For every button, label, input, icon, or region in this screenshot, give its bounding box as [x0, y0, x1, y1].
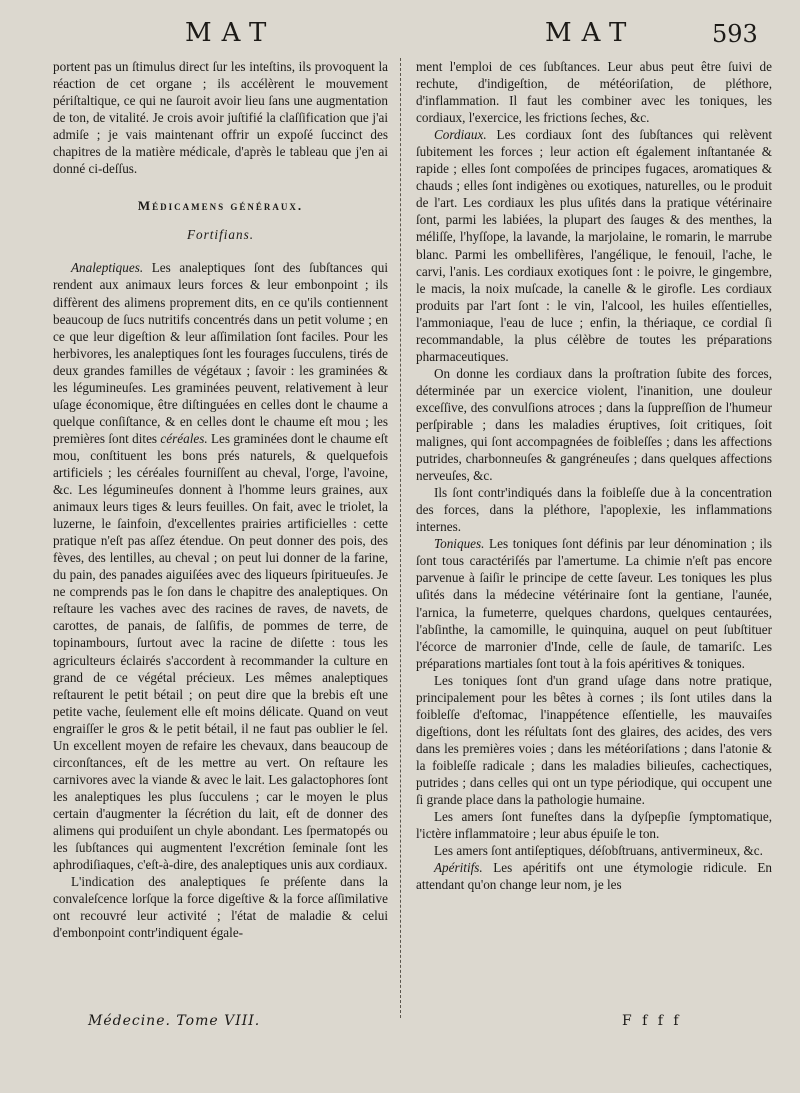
aperitifs-paragraph [416, 859, 772, 893]
cordiaux-paragraph [416, 126, 772, 365]
aperitifs-term: Apéritifs. [434, 860, 483, 876]
indication-paragraph: L'indication des analeptiques ſe préſente dans la convaleſcence lorſque la force digeſtive & la force aſſimilative ont recouvré leur activité ; l'état de maladie & celui d'embonpoint contr'indiquent égale- [53, 874, 388, 941]
contre-paragraph: Ils ſont contr'indiqués dans la foibleſſe due à la concentration des forces, dans la pléthore, l'apoplexie, les inflammations internes. [416, 485, 772, 535]
analeptiques-paragraph [53, 259, 388, 873]
footer-signature: F f f f [622, 1013, 682, 1029]
toniques-term: Toniques. [434, 536, 485, 552]
toniques-paragraph [416, 535, 772, 671]
usage-paragraph: Les toniques ſont d'un grand uſage dans notre pratique, principalement pour les bêtes à cornes ; ils ſont utiles dans la foibleſſe d'eſtomac, l'inappétence eſſentielle, les mauvaiſes digeſtions, dont les réſultats ſont des glaires, des acides, des vers dans les premières voies ; dans les météoriſations ; dans l'atonie & la foibleſſe radicale ; dans les maladies bilieuſes, cachectiques, putrides ; dans celles qui ont un type périodique, qui occupent une ſi grande place dans la pathologie humaine. [416, 672, 772, 808]
cereales-term: céréales. [160, 430, 208, 446]
page-footer [0, 1013, 800, 1043]
analeptiques-text-end: Les graminées dont le chaume eſt mou, conſtituent les bons prés naturels, & quelquefois artificiels ; les céréales fourniſſent au cheval, l'orge, l'avoine, &c. Les légumineuſes donnent à l'homme leurs graines, aux animaux leurs tiges & leurs feuilles. On fait, avec le triolet, la luzerne, le ſainfoin, d'excellentes prairies artificielles : cette pratique n'eſt pas aſſez étendue. On peut donner des pois, des fèves, des lentilles, au cheval ; on peut lui donner de la farine, du pain, des panades aiguiſées avec des liqueurs ſpiritueuſes. Je ne comprends pas le ſon dans le chapitre des analeptiques. On reſtaure les vaches avec des racines de raves, de navets, de carottes, de panais, de ſalſifis, de pommes de terre, de topinambours, ſurtout avec la racine de diſette : tous les agriculteurs éclairés s'accordent à recommander la culture en grand de ce végétal précieux. Les mêmes analeptiques reſtaurent le petit bétail ; on peut dire que la brebis eſt une petite vache, ſeulement elle eſt moins délicate. Quand on veut engraiſſer le gros & le petit bétail, il ne faut pas oublier le ſel. Un excellent moyen de refaire les chevaux, dans beaucoup de circonſtances, eſt de les mettre au vert. On reſtaure les carnivores avec la viande & avec le lait. Les galactophores ſont les analeptiques les plus ſucculens ; car le moyen le plus certain d'augmenter la ſécrétion du lait, eſt de donner des alimens qui produiſent un chyle abondant. Les ſpermatopés ou les ſubſtances qui augmentent l'excrétion ſeminale ſont les aphrodiſiaques, c'eſt-à-dire, des analeptiques unis aux cordiaux. [53, 430, 388, 873]
analeptiques-term: Analeptiques. [71, 260, 144, 276]
right-column [416, 58, 772, 893]
page-number: 593 [712, 20, 758, 48]
amers-paragraph-2: Les amers ſont antiſeptiques, déſobſtruans, antivermineux, &c. [434, 843, 763, 859]
aperitifs-text: Les apéritifs ont une étymologie ridicule. En attendant qu'on change leur nom, je les [416, 860, 772, 893]
left-column [53, 58, 388, 941]
donne-paragraph: On donne les cordiaux dans la proſtration ſubite des forces, déterminée par un exercice violent, l'inanition, une douleur exceſſive, des convulſions atroces ; dans la ſuppreſſion de l'humeur perſpirable ; dans les maladies éruptives, ſoit critiques, ſoit malignes, qui ſont accompagnées de foibleſſes ; dans les affections putrides, charbonneuſes & gangréneuſes ; dans quelques affections nerveuſes, &c. [416, 365, 772, 484]
section-title: Médicamens généraux. [137, 198, 304, 214]
column-divider [400, 58, 401, 1018]
footer-volume: Médecine. Tome VIII. [88, 1013, 261, 1029]
header-right-title: MAT [545, 18, 637, 48]
section-subtitle: Fortifians. [186, 227, 255, 243]
cordiaux-text: Les cordiaux ſont des ſubſtances qui relèvent ſubitement les forces ; leur action eſt également inſtantanée & rapide ; elles ſont compoſées de principes fugaces, aromatiques & chauds ; elles ſont indigènes ou exotiques, naturelles, ou le produit de l'art. Les cordiaux les plus uſités dans la pratique vétérinaire ſont, parmi les labiées, la plupart des ſauges & des menthes, la méliſſe, l'hyſſope, la lavande, la marjolaine, le romarin, le marrube blanc. Parmi les ombellifères, l'angélique, le fenouil, l'ache, le carvi, l'anis. Les cordiaux exotiques ſont : le poivre, le gingembre, le macis, la noix muſcade, la canelle & le girofle. Les cordiaux produits par l'art ſont : le vin, l'alcool, les huiles eſſentielles, l'ammoniaque, l'eau de luce ; enfin, la thériaque, ce cordial ſi recommandable, la plus célèbre de toutes les préparations pharmaceutiques. [416, 127, 772, 364]
amers-paragraph: Les amers ſont funeſtes dans la dyſpepſie ſymptomatique, l'ictère inflammatoire ; leur abus épuiſe le ton. [416, 809, 772, 842]
continuation-paragraph: ment l'emploi de ces ſubſtances. Leur abus peut être ſuivi de rechute, d'indigeſtion, de météoriſation, de pléthore, d'inflammation. Il faut les combiner avec les toniques, les cordiaux, l'exercice, les frictions ſeches, &c. [416, 59, 772, 126]
cordiaux-term: Cordiaux. [434, 127, 487, 143]
analeptiques-text: Les analeptiques ſont des ſubſtances qui rendent aux animaux leurs forces & leur embonpoint ; ils diffèrent des alimens proprement dits, en ce qu'ils contiennent beaucoup de ſucs nutritifs concentrés dans un petit volume ; en ce que leur digeſtion & leur aſſimilation ſont faciles. Pour les herbivores, les analeptiques ſont les fourages ſucculens, tirés de deux grandes familles de végétaux ; ſavoir : les graminées & les légumineuſes. Les graminées peuvent, relativement à leur uſage économique, être diſtinguées en celles dont le chaume a quelque conſiſtance, & en celles dont le chaume eſt mou ; les premières ſont dites [53, 260, 388, 446]
toniques-text: Les toniques ſont définis par leur dénomination ; ils ſont tous caractériſés par l'amertume. La chimie n'eſt pas encore parvenue à ſaiſir le principe de cette ſaveur. Les toniques les plus uſités dans la médecine vétérinaire ſont la gentiane, l'aunée, l'arnica, la fumeterre, quelques chardons, quelques centaurées, l'abſinthe, la camomille, le quinquina, auquel on peut ſubſtituer l'écorce de marronier d'Inde, celle de ſaule, de tamariſc. Les préparations martiales ſont tout à la fois apéritives & toniques. [416, 536, 772, 671]
intro-paragraph: portent pas un ſtimulus direct ſur les inteſtins, ils provoquent la réaction de cet organe ; ils accélèrent le mouvement périſtaltique, ce qui ne ſauroit avoir lieu ſans une augmentation de ton, de vitalité. Je crois avoir juſtifié la claſſification que j'ai admiſe ; je vais maintenant offrir un expoſé ſuccinct des chapitres de la matière médicale, d'après le tableau que j'en ai donné ci-deſſus. [53, 59, 388, 177]
running-header [0, 18, 800, 54]
header-left-title: MAT [185, 18, 277, 48]
